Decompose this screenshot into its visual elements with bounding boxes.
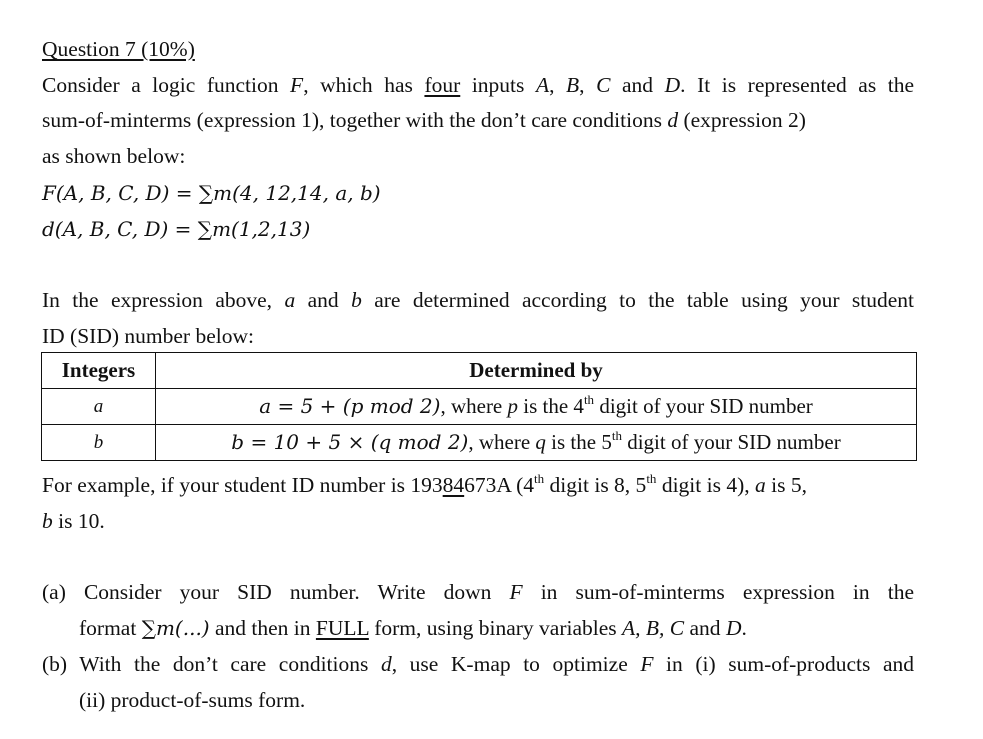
table-row xyxy=(42,425,917,461)
sid-table xyxy=(41,352,917,461)
integer-cell: a xyxy=(42,389,156,425)
part-a-line-2: format ∑m(...) and then in FULL form, using binary variables A, B, C and D. xyxy=(79,616,747,640)
question-title: Question 7 (10%) xyxy=(42,37,195,61)
expression-2: d(A, B, C, D) = ∑m(1,2,13) xyxy=(42,217,311,241)
header-determined-by: Determined by xyxy=(156,353,917,389)
integer-cell: b xyxy=(42,425,156,461)
intro-line-3: as shown below: xyxy=(42,144,186,168)
part-b-line-2: (ii) product-of-sums form. xyxy=(79,688,306,712)
intro-line-1: Consider a logic function F, which has four inputs A, B, C and D. It is represented as the xyxy=(42,73,915,97)
expression-1: F(A, B, C, D) = ∑m(4, 12,14, a, b) xyxy=(42,181,381,205)
intro-line-2: sum-of-minterms (expression 1), together with the don’t care conditions d (expression 2) xyxy=(42,108,806,132)
para2-line-1: In the expression above, a and b are determined according to the table using your student xyxy=(42,288,915,312)
header-integers: Integers xyxy=(42,353,156,389)
example-line-2: b is 10. xyxy=(42,509,105,533)
formula-cell: a = 5 + (p mod 2), where p is the 4th digit of your SID number xyxy=(156,389,917,425)
table-header-row xyxy=(42,353,917,389)
part-b-line-1: (b) With the don’t care conditions d, use K-map to optimize F in (i) sum-of-products and xyxy=(42,652,914,676)
para2-line-2: ID (SID) number below: xyxy=(42,324,254,348)
table-row xyxy=(42,389,917,425)
formula-cell: b = 10 + 5 × (q mod 2), where q is the 5th digit of your SID number xyxy=(156,425,917,461)
part-a-line-1: (a) Consider your SID number. Write down F in sum-of-minterms expression in the xyxy=(42,580,914,604)
example-line-1: For example, if your student ID number is 19384673A (4th digit is 8, 5th digit is 4), a is 5, xyxy=(42,471,807,497)
